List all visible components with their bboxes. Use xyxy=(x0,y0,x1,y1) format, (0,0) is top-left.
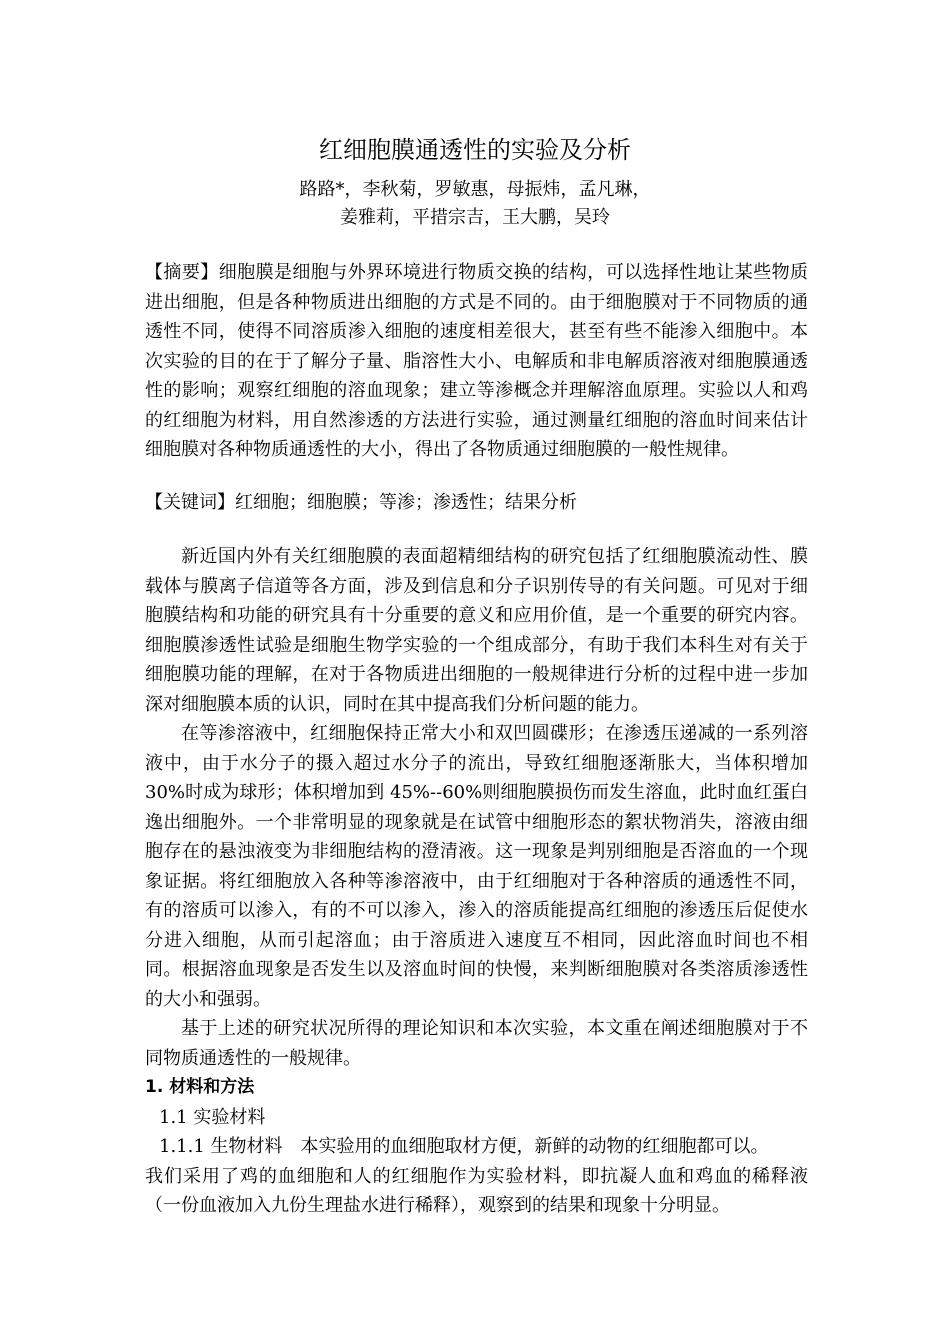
keywords-label: 【关键词】 xyxy=(145,492,235,513)
keywords xyxy=(145,488,808,518)
intro-paragraph-2: 在等渗溶液中，红细胞保持正常大小和双凹圆碟形；在渗透压递减的一系列溶液中，由于水分子的摄入超过水分子的流出，导致红细胞逐渐胀大，当体积增加 30%时成为球形；体积增加到 45%--60%则细胞膜损伤而发生溶血，此时血红蛋白逸出细胞外。一个非常明显的现象就是在试管中细胞形态的絮状物消失，溶液由细胞存在的悬浊液变为非细胞结构的澄清液。这一现象是判别细胞是否溶血的一个现象证据。将红细胞放入各种等渗溶液中，由于红细胞对于各种溶质的通透性不同，有的溶质可以渗入，有的不可以渗入，渗入的溶质能提高红细胞的渗透压后促使水分进入细胞，从而引起溶血；由于溶质进入速度互不相同，因此溶血时间也不相同。根据溶血现象是否发生以及溶血时间的快慢，来判断细胞膜对各类溶质渗透性的大小和强弱。 xyxy=(145,723,808,1010)
section-heading-materials-methods: 1. 材料和方法 xyxy=(145,1077,255,1097)
author-line-2: 姜雅莉，平措宗吉，王大鹏，吴玲 xyxy=(340,207,610,228)
intro-paragraph-1: 新近国内外有关红细胞膜的表面超精细结构的研究包括了红细胞膜流动性、膜载体与膜离子信道等各方面，涉及到信息和分子识别传导的有关问题。可见对于细胞膜结构和功能的研究具有十分重要的意义和应用价值，是一个重要的研究内容。细胞膜渗透性试验是细胞生物学实验的一个组成部分，有助于我们本科生对有关于细胞膜功能的理解，在对于各物质进出细胞的一般规律进行分析的过程中进一步加深对细胞膜本质的认识，同时在其中提高我们分析问题的能力。 xyxy=(145,546,808,715)
paper-title: 红细胞膜通透性的实验及分析 xyxy=(319,136,631,164)
biological-materials-text: 本实验用的血细胞取材方便，新鲜的动物的红细胞都可以。 xyxy=(300,1136,769,1157)
abstract-text: 细胞膜是细胞与外界环境进行物质交换的结构，可以选择性地让某些物质进出细胞，但是各种物质进出细胞的方式是不同的。由于细胞膜对于不同物质的通透性不同，使得不同溶质渗入细胞的速度相差很大，甚至有些不能渗入细胞中。本次实验的目的在于了解分子量、脂溶性大小、电解质和非电解质溶液对细胞膜通透性的影响；观察红细胞的溶血现象；建立等渗概念并理解溶血原理。实验以人和鸡的红细胞为材料，用自然渗透的方法进行实验，通过测量红细胞的溶血时间来估计细胞膜对各种物质通透性的大小，得出了各物质通过细胞膜的一般性规律。 xyxy=(145,262,809,460)
subheading-experiment-materials: 1.1 实验材料 xyxy=(159,1106,266,1128)
biological-materials-paragraph xyxy=(145,1132,808,1162)
abstract-label: 【摘要】 xyxy=(145,262,219,283)
abstract xyxy=(145,258,808,465)
author-list xyxy=(0,176,950,232)
author-line-1: 路路*，李秋菊，罗敏惠，母振炜，孟凡琳， xyxy=(299,179,651,200)
main-body xyxy=(145,542,808,1221)
intro-paragraph-3: 基于上述的研究状况所得的理论知识和本次实验，本文重在阐述细胞膜对于不同物质通透性的一般规律。 xyxy=(145,1018,808,1069)
biological-materials-label: 1.1.1 生物材料 xyxy=(159,1136,283,1157)
biological-materials-continuation: 我们采用了鸡的血细胞和人的红细胞作为实验材料，即抗凝人血和鸡血的稀释液（一份血液加入九份生理盐水进行稀释），观察到的结果和现象十分明显。 xyxy=(145,1165,808,1216)
keywords-text: 红细胞；细胞膜；等渗；渗透性；结果分析 xyxy=(235,492,577,513)
